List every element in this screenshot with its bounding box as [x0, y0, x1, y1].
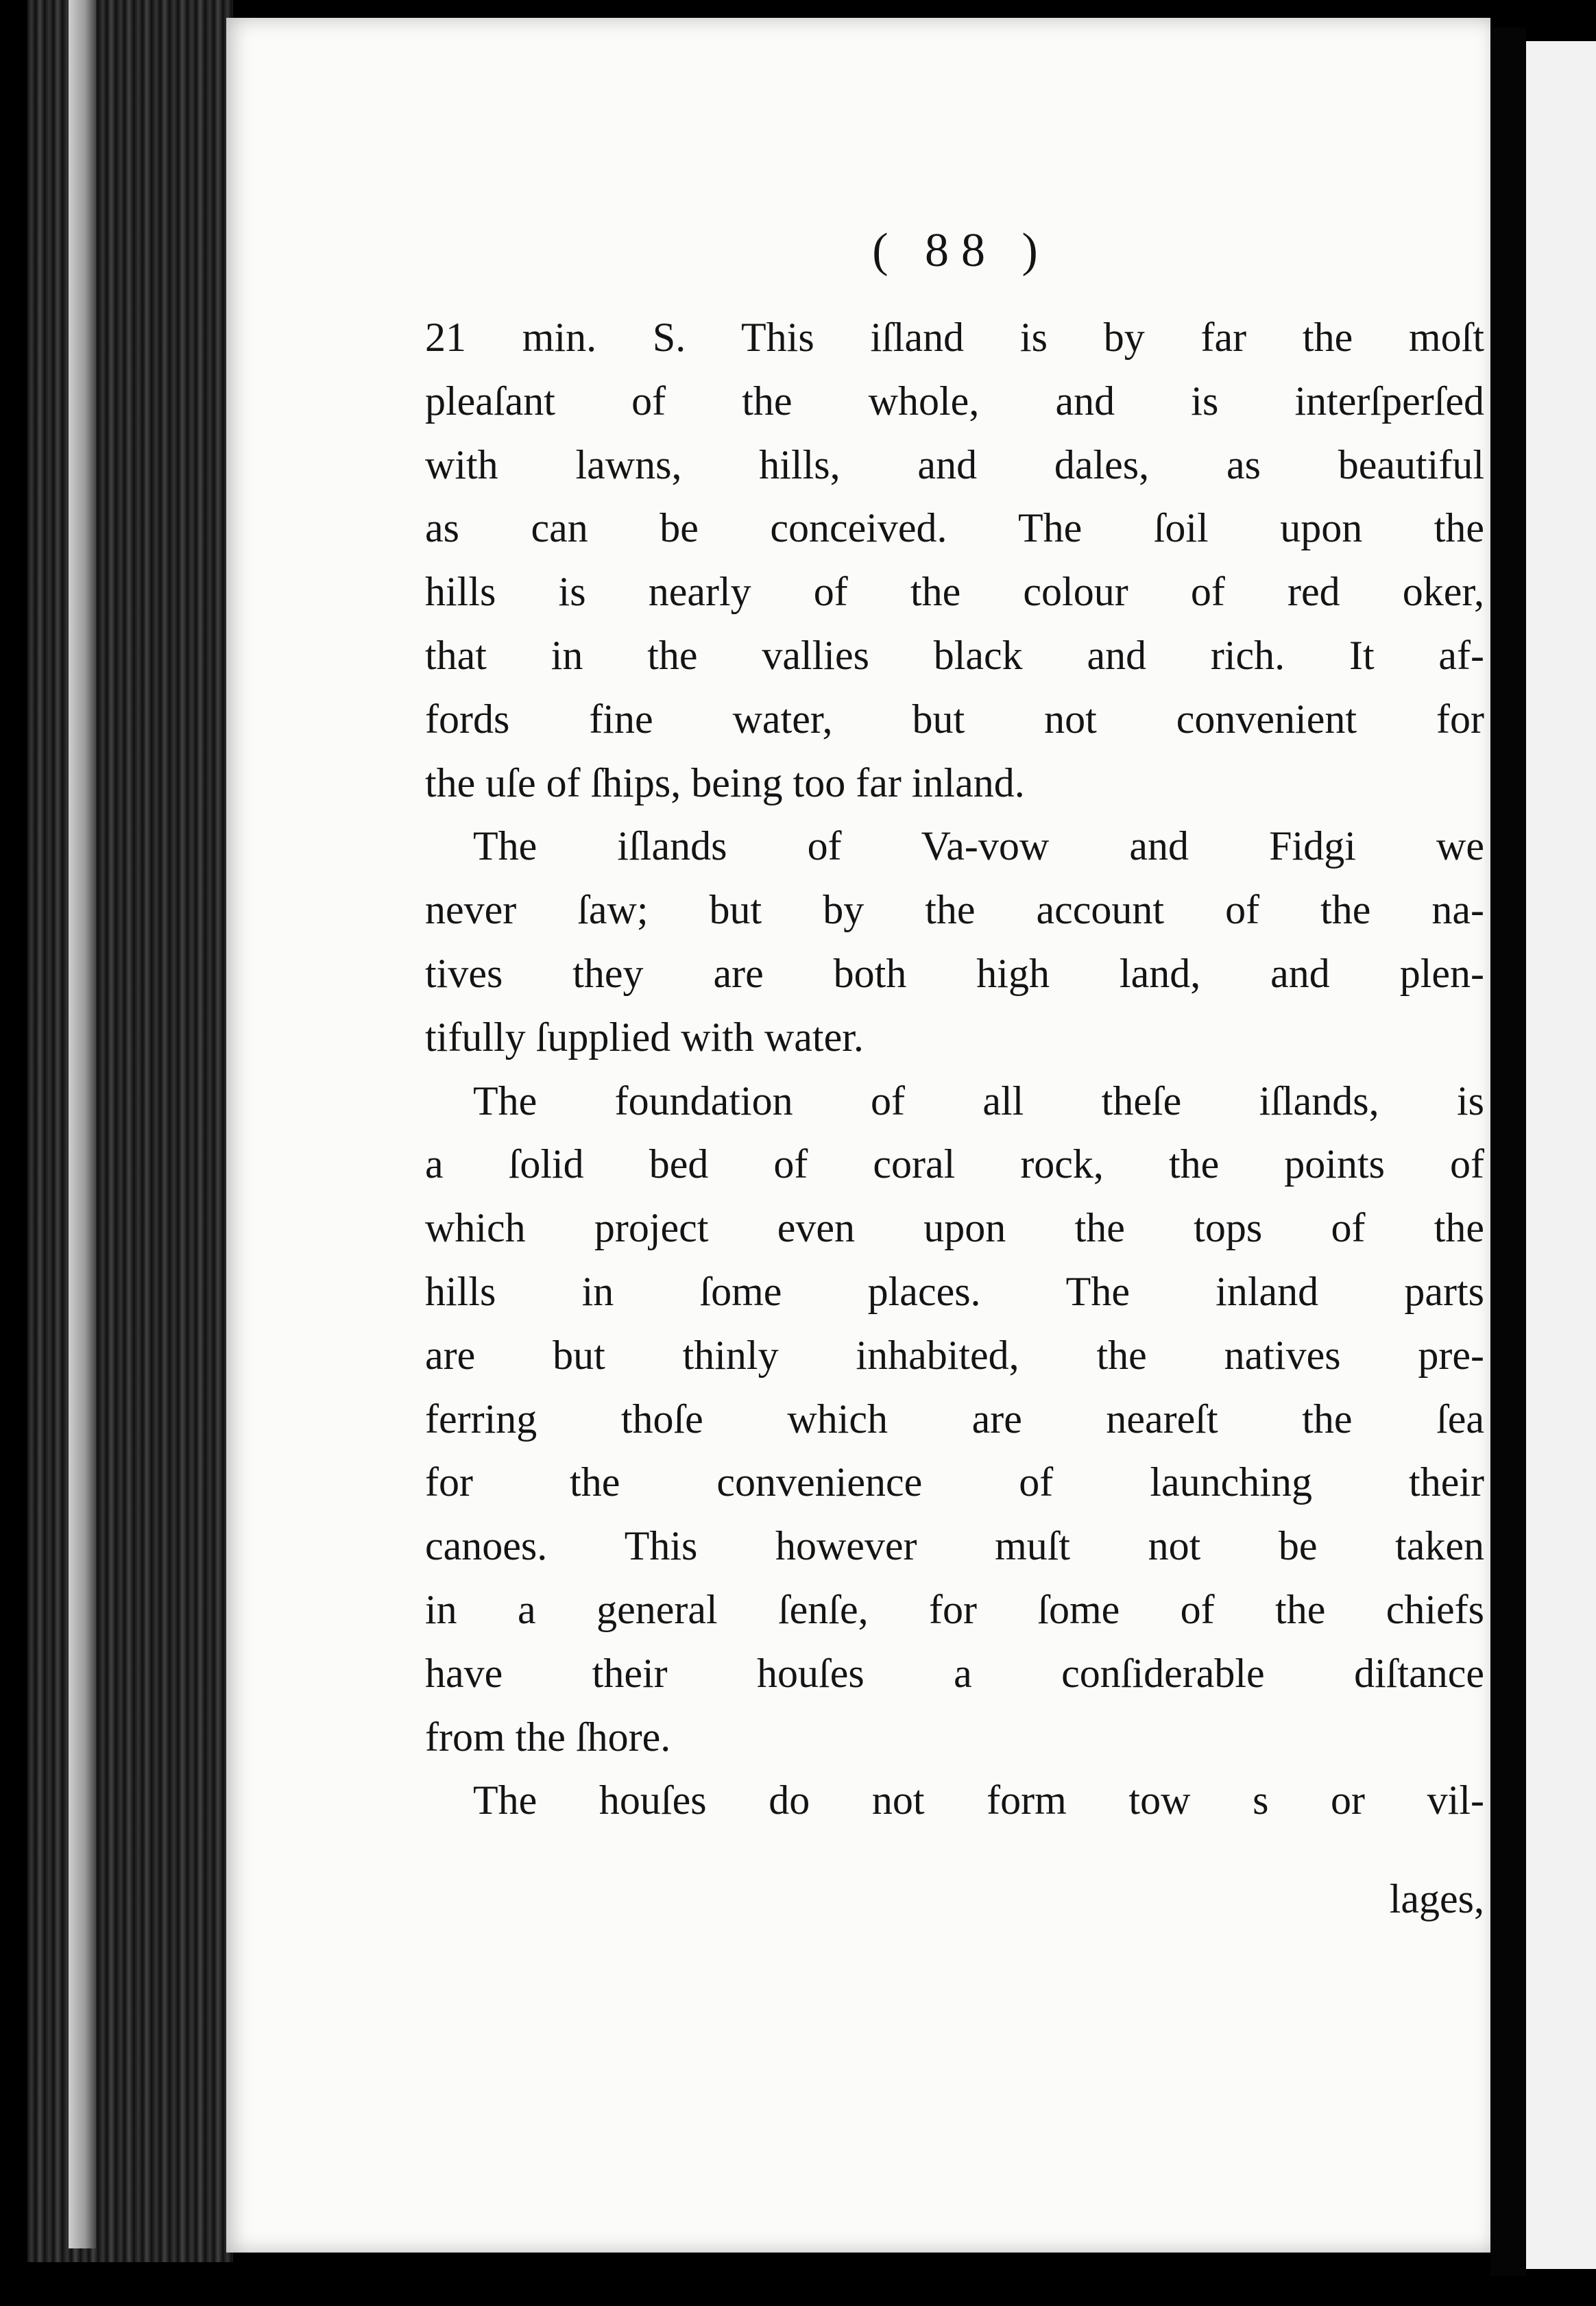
text-line: pleaſant of the whole, and is interſperſed — [425, 378, 1484, 424]
body-text — [425, 306, 1484, 1832]
text-line: which project even upon the tops of the — [425, 1205, 1484, 1251]
text-line: that in the vallies black and rich. It af- — [425, 632, 1484, 678]
text-line: ferring thoſe which are neareſt the ſea — [425, 1396, 1484, 1442]
catchword: lages, — [1389, 1876, 1484, 1921]
book-page — [226, 18, 1490, 2253]
text-line: tives they are both high land, and plen- — [425, 950, 1484, 996]
text-line: The foundation of all theſe iſlands, is — [473, 1078, 1484, 1124]
text-line: tifully ſupplied with water. — [425, 1014, 864, 1060]
text-line: The iſlands of Va-vow and Fidgi we — [473, 823, 1484, 869]
left-page-edge — [69, 0, 96, 2248]
text-line: for the convenience of launching their — [425, 1459, 1484, 1505]
text-line: are but thinly inhabited, the natives pre- — [425, 1332, 1484, 1378]
facing-page-edge — [1526, 41, 1596, 2269]
text-line: in a general ſenſe, for ſome of the chiefs — [425, 1586, 1484, 1632]
text-line: canoes. This however muſt not be taken — [425, 1523, 1484, 1569]
text-line: 21 min. S. This iſland is by far the moſt — [425, 315, 1484, 360]
text-line: the uſe of ſhips, being too far inland. — [425, 760, 1025, 805]
text-line: with lawns, hills, and dales, as beautiful — [425, 441, 1484, 487]
text-line: as can be conceived. The ſoil upon the — [425, 505, 1484, 551]
text-line: have their houſes a conſiderable diſtance — [425, 1650, 1484, 1696]
text-line: fords fine water, but not convenient for — [425, 696, 1484, 742]
page-number: ( 88 ) — [872, 224, 1050, 277]
book-page-edges — [27, 0, 233, 2262]
text-line: hills in ſome places. The inland parts — [425, 1268, 1484, 1314]
gutter-shadow — [1490, 27, 1526, 2276]
text-line: from the ſhore. — [425, 1714, 671, 1760]
text-line: hills is nearly of the colour of red oker, — [425, 569, 1484, 615]
text-line: a ſolid bed of coral rock, the points of — [425, 1141, 1484, 1187]
text-line: never ſaw; but by the account of the na- — [425, 887, 1484, 933]
text-line: The houſes do not form tow s or vil- — [473, 1777, 1484, 1823]
